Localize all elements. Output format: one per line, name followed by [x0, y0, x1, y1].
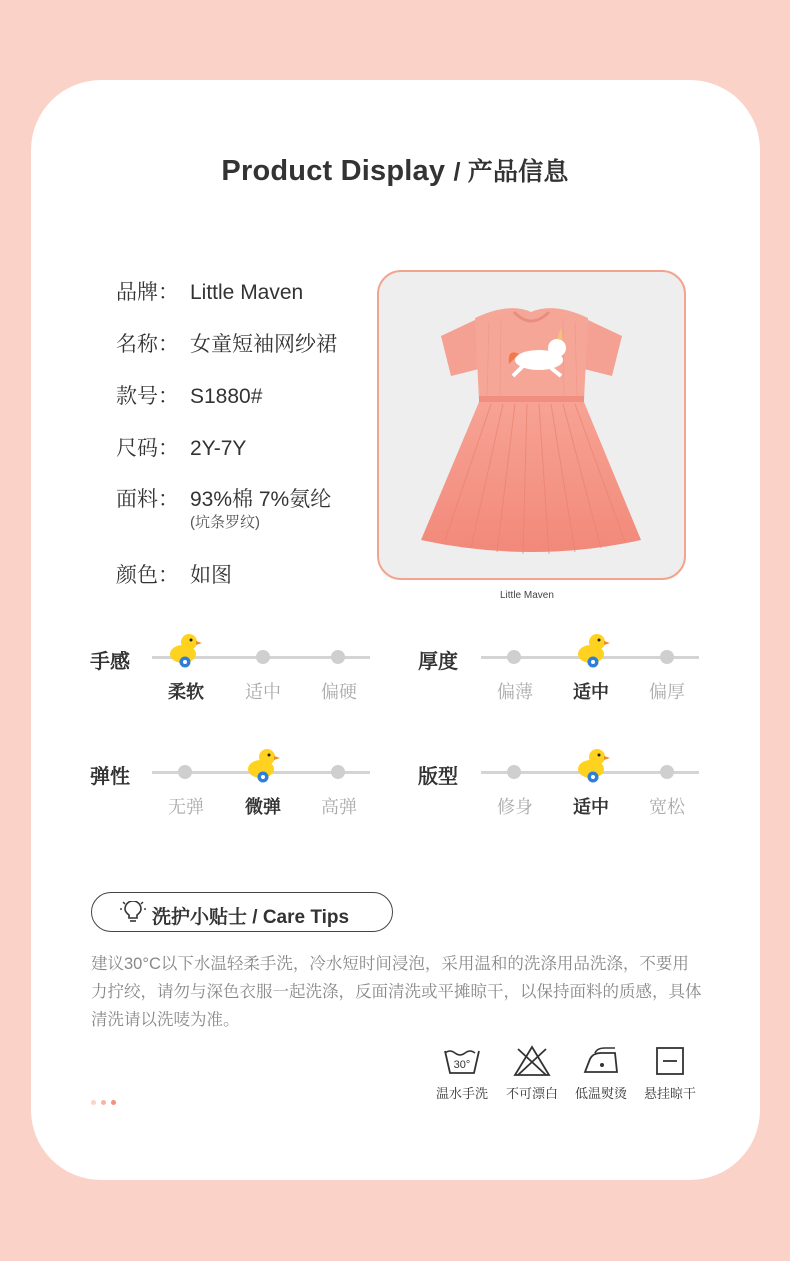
duck-marker-icon — [168, 632, 202, 668]
spec-key: 面料： — [116, 488, 179, 511]
slider-dot — [256, 650, 270, 664]
care-tips-text: 建议30°C以下水温轻柔手洗，冷水短时间浸泡，采用温和的洗涤用品洗涤，不要用力拧绞，请勿与深色衣服一起洗涤，反面清洗或平摊晾干，以保持面料的质感，具体清洗请以洗唛为准。 — [91, 955, 702, 1029]
spec-key: 品牌： — [116, 281, 179, 304]
slider-dot — [660, 650, 674, 664]
option-feel-soft: 柔软 — [168, 682, 204, 702]
wash-temp: 30° — [453, 1059, 471, 1071]
care-icon-label: 悬挂晾干 — [643, 1086, 696, 1101]
care-icon-no-bleach — [500, 1045, 564, 1102]
option-elasticity-none: 无弹 — [168, 797, 204, 817]
metric-label-feel: 手感 — [90, 651, 130, 673]
care-icon-label: 不可漂白 — [505, 1086, 558, 1101]
care-tips-title: 洗护小贴士 / Care Tips — [152, 907, 350, 928]
product-photo — [377, 270, 686, 580]
slider-dot — [178, 765, 192, 779]
dress-illustration — [379, 272, 684, 578]
title-en: Product Display — [221, 155, 446, 187]
care-icon-hang-dry — [638, 1045, 702, 1102]
option-fit-slim: 修身 — [497, 797, 533, 817]
spec-brand — [116, 276, 303, 306]
spec-key: 款号： — [116, 385, 179, 408]
spec-value: 女童短袖网纱裙 — [190, 333, 337, 356]
slider-dot — [331, 650, 345, 664]
photo-caption: Little Maven — [500, 590, 554, 601]
hand-wash-30-icon — [442, 1045, 482, 1077]
spec-value: 2Y-7Y — [190, 437, 247, 460]
care-icon-label: 温水手洗 — [435, 1086, 488, 1101]
option-feel-hard: 偏硬 — [321, 682, 357, 702]
care-icon-label: 低温熨烫 — [574, 1086, 627, 1101]
duck-marker-icon — [246, 747, 280, 783]
spec-value: 如图 — [190, 564, 232, 587]
option-fit-medium: 适中 — [573, 797, 609, 817]
spec-style-no — [116, 380, 262, 410]
spec-fabric — [116, 483, 331, 513]
spec-key: 尺码： — [116, 437, 179, 460]
care-icon-low-iron — [569, 1045, 633, 1102]
slider-dot — [507, 765, 521, 779]
title-cn: / 产品信息 — [453, 158, 569, 186]
spec-name — [116, 328, 337, 358]
metric-label-fit: 版型 — [418, 766, 458, 788]
spec-value: S1880# — [190, 385, 263, 408]
slider-dot — [660, 765, 674, 779]
duck-marker-icon — [576, 747, 610, 783]
option-feel-medium: 适中 — [245, 682, 281, 702]
spec-color — [116, 559, 232, 589]
spec-fabric-note: (坑条罗纹) — [190, 514, 260, 531]
option-thickness-thick: 偏厚 — [649, 682, 685, 702]
spec-key: 名称： — [116, 333, 179, 356]
page-title — [0, 152, 790, 188]
low-iron-icon — [581, 1045, 621, 1077]
spec-value: 93%棉 7%氨纶 — [190, 488, 332, 511]
option-thickness-thin: 偏薄 — [497, 682, 533, 702]
option-fit-loose: 宽松 — [649, 797, 685, 817]
option-thickness-medium: 适中 — [573, 682, 609, 702]
duck-marker-icon — [576, 632, 610, 668]
care-tips-badge — [91, 892, 393, 932]
option-elasticity-high: 高弹 — [321, 797, 357, 817]
option-elasticity-slight: 微弹 — [245, 797, 281, 817]
spec-key: 颜色： — [116, 564, 179, 587]
spec-value: Little Maven — [190, 281, 304, 304]
slider-dot — [507, 650, 521, 664]
hang-dry-icon — [650, 1045, 690, 1077]
decorative-dots — [91, 1092, 121, 1110]
no-bleach-icon — [512, 1045, 552, 1077]
lightbulb-icon — [120, 901, 146, 925]
metric-label-thickness: 厚度 — [418, 651, 458, 673]
spec-size — [116, 432, 246, 462]
care-icon-hand-wash — [430, 1045, 494, 1102]
metric-label-elasticity: 弹性 — [90, 766, 130, 788]
slider-dot — [331, 765, 345, 779]
